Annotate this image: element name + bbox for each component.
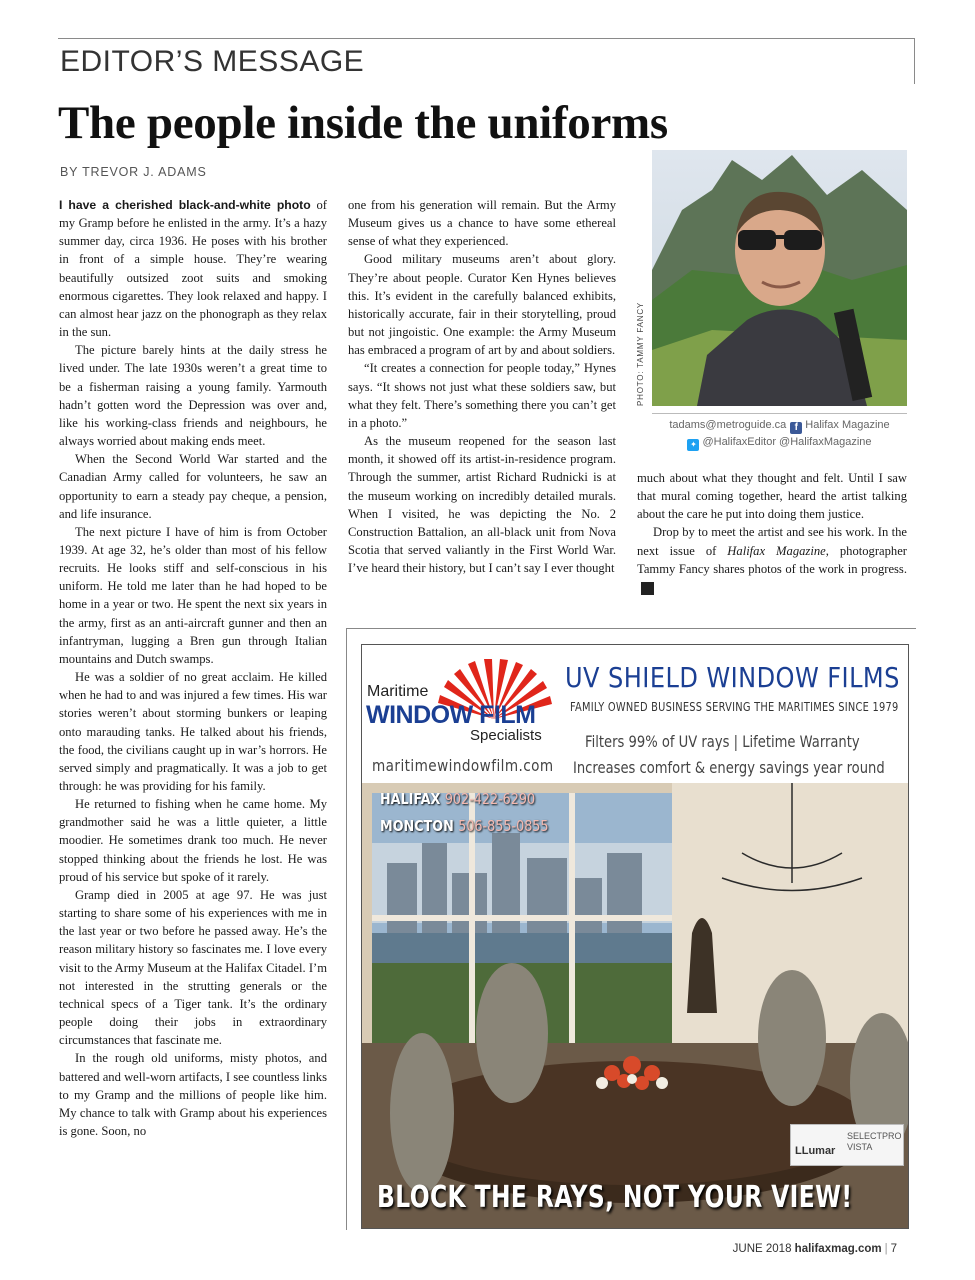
- photo-credit: PHOTO: TAMMY FANCY: [636, 301, 645, 406]
- phone-halifax[interactable]: HALIFAX 902-422-6290: [380, 790, 536, 808]
- ad-url[interactable]: maritimewindowfilm.com: [372, 756, 554, 775]
- twitter-handles[interactable]: @HalifaxEditor @HalifaxMagazine: [702, 436, 872, 448]
- article-paragraph: In the rough old uniforms, misty photos, and battered and well-worn artifacts, I see countless links to my Gramp and the millions of people like him. My chance to talk with Gramp about his experiences is gone. Soon, no: [59, 1051, 327, 1138]
- article-paragraph: The next picture I have of him is from October 1939. At age 32, he’s older than most of his fellow recruits. He looks stiff and self-conscious in his uniform. He told me later than he had hoped to be home in a year or two. He spent the next six years in the army, first as an anti-aircraft gunner and then an infantryman, lugging a Bren gun through Italian mountains and Dutch swamps.: [59, 524, 327, 666]
- email-link[interactable]: tadams@metroguide.ca: [669, 419, 787, 431]
- article-column-2: [348, 196, 616, 577]
- article-paragraph: much about what they thought and felt. Until I saw that mural coming together, heard the artist talking about the care he put into doing them justice.: [637, 471, 907, 522]
- article-paragraph: He was a soldier of no great acclaim. He killed when he had to and was injured a few times. His war stories weren’t about storming bunkers or leaping onto marauding tanks. He talked about his friends, the food, the civilians caught up in war’s horrors. He served simply and pragmatically. It was a job to get through: he was providing for his family.: [59, 670, 327, 793]
- article-paragraph: He returned to fishing when he came home. My grandmother said he was a little quieter, a little moodier. He sometimes drank too much. He never stopped thinking about the friends he lost. He was proud of his service but spoke of it rarely.: [59, 797, 327, 884]
- social-line: [652, 436, 907, 451]
- twitter-icon: ✦: [687, 439, 699, 451]
- ad-tagline: BLOCK THE RAYS, NOT YOUR VIEW!: [377, 1180, 853, 1215]
- article-paragraph: one from his generation will remain. But the Army Museum gives us a chance to have some ethereal sense of what they experienced.: [348, 198, 616, 249]
- section-label: EDITOR’S MESSAGE: [60, 45, 365, 78]
- ad-feature: Increases comfort & energy savings year round: [573, 758, 885, 777]
- article-paragraph: Drop by to meet the artist and see his work. In the next issue of Halifax Magazine, photographer Tammy Fancy shares photos of the work in progress.H: [637, 525, 907, 594]
- logo-specialists: Specialists: [470, 727, 542, 744]
- article-column-1: [59, 196, 327, 1140]
- divider: [652, 413, 907, 414]
- author-photo: [652, 150, 907, 406]
- phone-moncton[interactable]: MONCTON 506-855-0855: [380, 817, 549, 835]
- issue-date: JUNE 2018: [732, 1243, 792, 1255]
- section-header: [58, 38, 915, 84]
- ad-title: UV SHIELD WINDOW FILMS: [565, 661, 900, 694]
- facebook-link[interactable]: Halifax Magazine: [805, 419, 890, 431]
- article-paragraph: Gramp died in 2005 at age 97. He was just starting to share some of his experiences with me in the last year or two before he passed away. He’s the reason military history so fascinates me. I love every visit to the Army Museum at the Halifax Citadel. I’m not interested in the strutting generals or the technical specs of a Tiger tank. It’s the ordinary people doing their jobs in extraordinary circumstances that fascinate me.: [59, 887, 327, 1048]
- article-paragraph: The picture barely hints at the daily stress he lived under. The late 1930s weren’t a great time to be a fisherman raising a young family. Yarmouth hadn’t gotten word the Depression was over and, like his working-class friends and neighbours, he always worried about making ends meet.: [59, 343, 327, 449]
- logo-maritime: Maritime: [367, 683, 429, 700]
- llumar-logo: LLumar: [795, 1145, 836, 1157]
- article-paragraph: “It creates a connection for people today,” Hynes says. “It shows not just what these soldiers saw, but what they felt. There’s something there you can’t get in a photo.”: [348, 361, 616, 430]
- logo-window-film: WINDOW FILM: [366, 701, 536, 729]
- page-number: 7: [890, 1243, 897, 1255]
- article-paragraph: When the Second World War started and the Canadian Army called for volunteers, he saw an opportunity to earn a steady pay cheque, a pension, and life insurance.: [59, 452, 327, 521]
- page-footer: JUNE 2018 halifaxmag.com | 7: [732, 1243, 897, 1255]
- lead-in: I have a cherished black-and-white photo: [59, 198, 311, 212]
- ad-feature: Filters 99% of UV rays | Lifetime Warranty: [585, 732, 860, 751]
- site-link[interactable]: halifaxmag.com: [794, 1243, 882, 1255]
- headline: The people inside the uniforms: [58, 97, 668, 149]
- end-mark-icon: H: [641, 582, 654, 595]
- article-column-3: [637, 469, 907, 596]
- article-paragraph: Good military museums aren’t about glory. They’re about people. Curator Ken Hynes believes this. It’s evident in the carefully balanced exhibits, historically accurate, fair in their storytelling, proud but not jingoistic. One example: the Army Museum has embraced a program of art by and about soldiers.: [348, 252, 616, 358]
- article-paragraph: As the museum reopened for the season last month, it showed off its artist-in-residence program. Through the summer, artist Richard Rudnicki is at the museum working on incredibly detailed murals. When I visited, he was depicting the No. 2 Construction Battalion, an all-black unit from Nova Scotia that served valiantly in the First World War. I’ve heard their history, but I can’t say I ever thought: [348, 434, 616, 576]
- ad-subtitle: FAMILY OWNED BUSINESS SERVING THE MARITIMES SINCE 1979: [570, 700, 899, 714]
- dealer-badge: [790, 1124, 904, 1166]
- article-paragraph: I have a cherished black-and-white photo of my Gramp before he enlisted in the army. It’s a hazy summer day, circa 1936. He poses with his brother in front of a simple house. They’re wearing beautifully outsized zoot suits and smoking enormous cigarettes. They look relaxed and happy. I can almost hear jazz on the phonograph as they relax in the sun.: [59, 198, 328, 340]
- contact-line: [652, 419, 907, 434]
- selectpro-logo: SELECTPRO VISTA: [847, 1131, 902, 1152]
- facebook-icon: f: [790, 422, 802, 434]
- byline: BY TREVOR J. ADAMS: [60, 165, 207, 179]
